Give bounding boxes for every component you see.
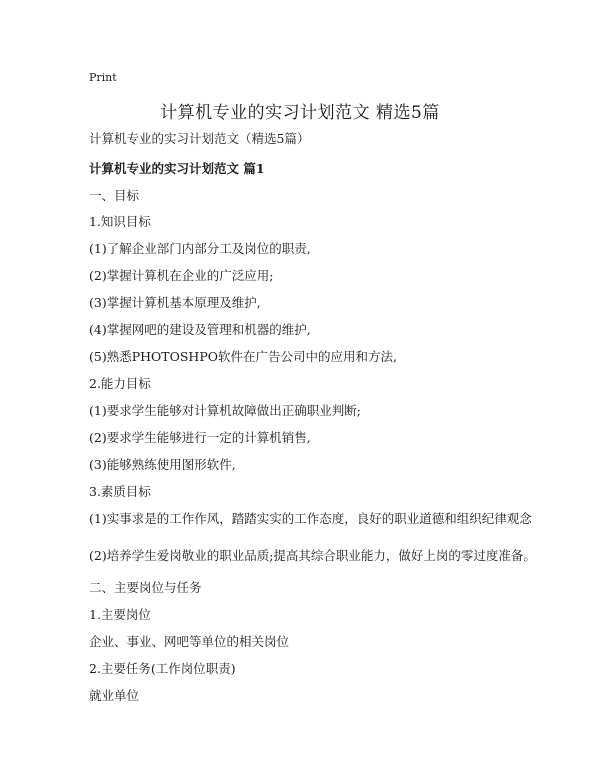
paragraph-line: (3)能够熟练使用图形软件, [89, 457, 236, 472]
paragraph-line: 1.主要岗位 [89, 607, 151, 622]
paragraph-line: (2)要求学生能够进行一定的计算机销售, [89, 430, 311, 445]
paragraph-line: 3.素质目标 [89, 484, 151, 499]
paragraph-line: (2)培养学生爱岗敬业的职业品质;提高其综合职业能力，做好上岗的零过度准备。 [89, 548, 536, 563]
paragraph-line: (1)实事求是的工作作风，踏踏实实的工作态度，良好的职业道德和组织纪律观念 [89, 511, 532, 526]
paragraph-line: 企业、事业、网吧等单位的相关岗位 [89, 634, 290, 649]
paragraph-line: 2.主要任务(工作岗位职责) [89, 661, 236, 676]
paragraph-line: 一、目标 [89, 188, 140, 203]
section-heading: 计算机专业的实习计划范文 篇1 [89, 161, 265, 176]
intro-line: 计算机专业的实习计划范文（精选5篇） [89, 131, 310, 146]
paragraph-line: (1)要求学生能够对计算机故障做出正确职业判断; [89, 403, 361, 418]
paragraph-line: (2)掌握计算机在企业的广泛应用; [89, 268, 274, 283]
paragraph-line: 1.知识目标 [89, 214, 151, 229]
paragraph-line: (5)熟悉PHOTOSHPO软件在广告公司中的应用和方法, [89, 349, 397, 364]
paragraph-line: 就业单位 [89, 688, 140, 703]
paragraph-line: (3)掌握计算机基本原理及维护, [89, 295, 261, 310]
page-title: 计算机专业的实习计划范文 精选5篇 [160, 103, 440, 123]
paragraph-line: 二、主要岗位与任务 [89, 580, 202, 595]
print-link[interactable]: Print [89, 71, 117, 84]
paragraph-line: (1)了解企业部门内部分工及岗位的职责, [89, 241, 311, 256]
paragraph-line: 2.能力目标 [89, 376, 151, 391]
paragraph-line: (4)掌握网吧的建设及管理和机器的维护, [89, 322, 311, 337]
